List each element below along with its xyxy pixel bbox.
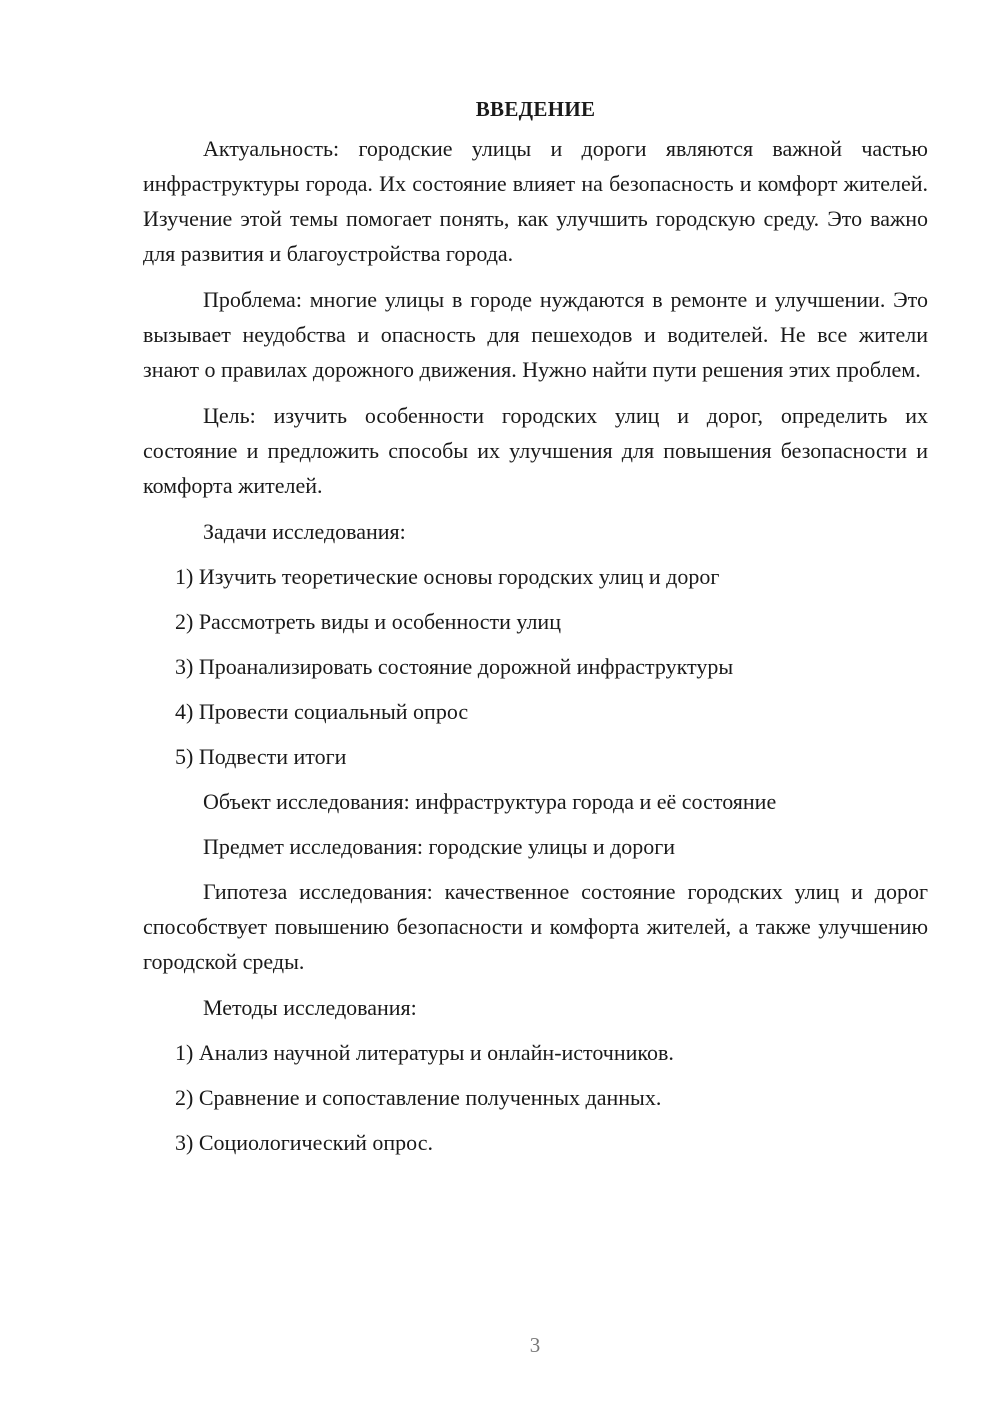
problem-paragraph: Проблема: многие улицы в городе нуждаются в ремонте и улучшении. Это вызывает неудобства и опасность для пешеходов и водителей. Не все жители знают о правилах дорожного движения. Нужно найти пути решения этих проблем. (143, 287, 928, 382)
task-item: 2) Рассмотреть виды и особенности улиц (175, 609, 561, 634)
research-object: Объект исследования: инфраструктура города и её состояние (203, 789, 777, 814)
methods-heading: Методы исследования: (203, 995, 417, 1020)
method-item: 2) Сравнение и сопоставление полученных данных. (175, 1085, 662, 1110)
tasks-heading: Задачи исследования: (203, 519, 406, 544)
method-item: 1) Анализ научной литературы и онлайн-источников. (175, 1040, 674, 1065)
document-page (143, 92, 928, 1170)
method-item: 3) Социологический опрос. (175, 1130, 433, 1155)
task-item: 1) Изучить теоретические основы городских улиц и дорог (175, 564, 720, 589)
task-item: 4) Провести социальный опрос (175, 699, 469, 724)
page-number: 3 (529, 1333, 541, 1357)
page-title: ВВЕДЕНИЕ (475, 97, 596, 121)
relevance-paragraph: Актуальность: городские улицы и дороги являются важной частью инфраструктуры города. Их состояние влияет на безопасность и комфорт жителей. Изучение этой темы помогает понять, как улучшить городскую среду. Это важно для развития и благоустройства города. (143, 136, 928, 266)
hypothesis-paragraph: Гипотеза исследования: качественное состояние городских улиц и дорог способствует повышению безопасности и комфорта жителей, а также улучшению городской среды. (143, 879, 928, 974)
research-subject: Предмет исследования: городские улицы и дороги (203, 834, 676, 859)
goal-paragraph: Цель: изучить особенности городских улиц и дорог, определить их состояние и предложить способы их улучшения для повышения безопасности и комфорта жителей. (143, 403, 928, 498)
task-item: 5) Подвести итоги (175, 744, 347, 769)
task-item: 3) Проанализировать состояние дорожной инфраструктуры (175, 654, 734, 679)
